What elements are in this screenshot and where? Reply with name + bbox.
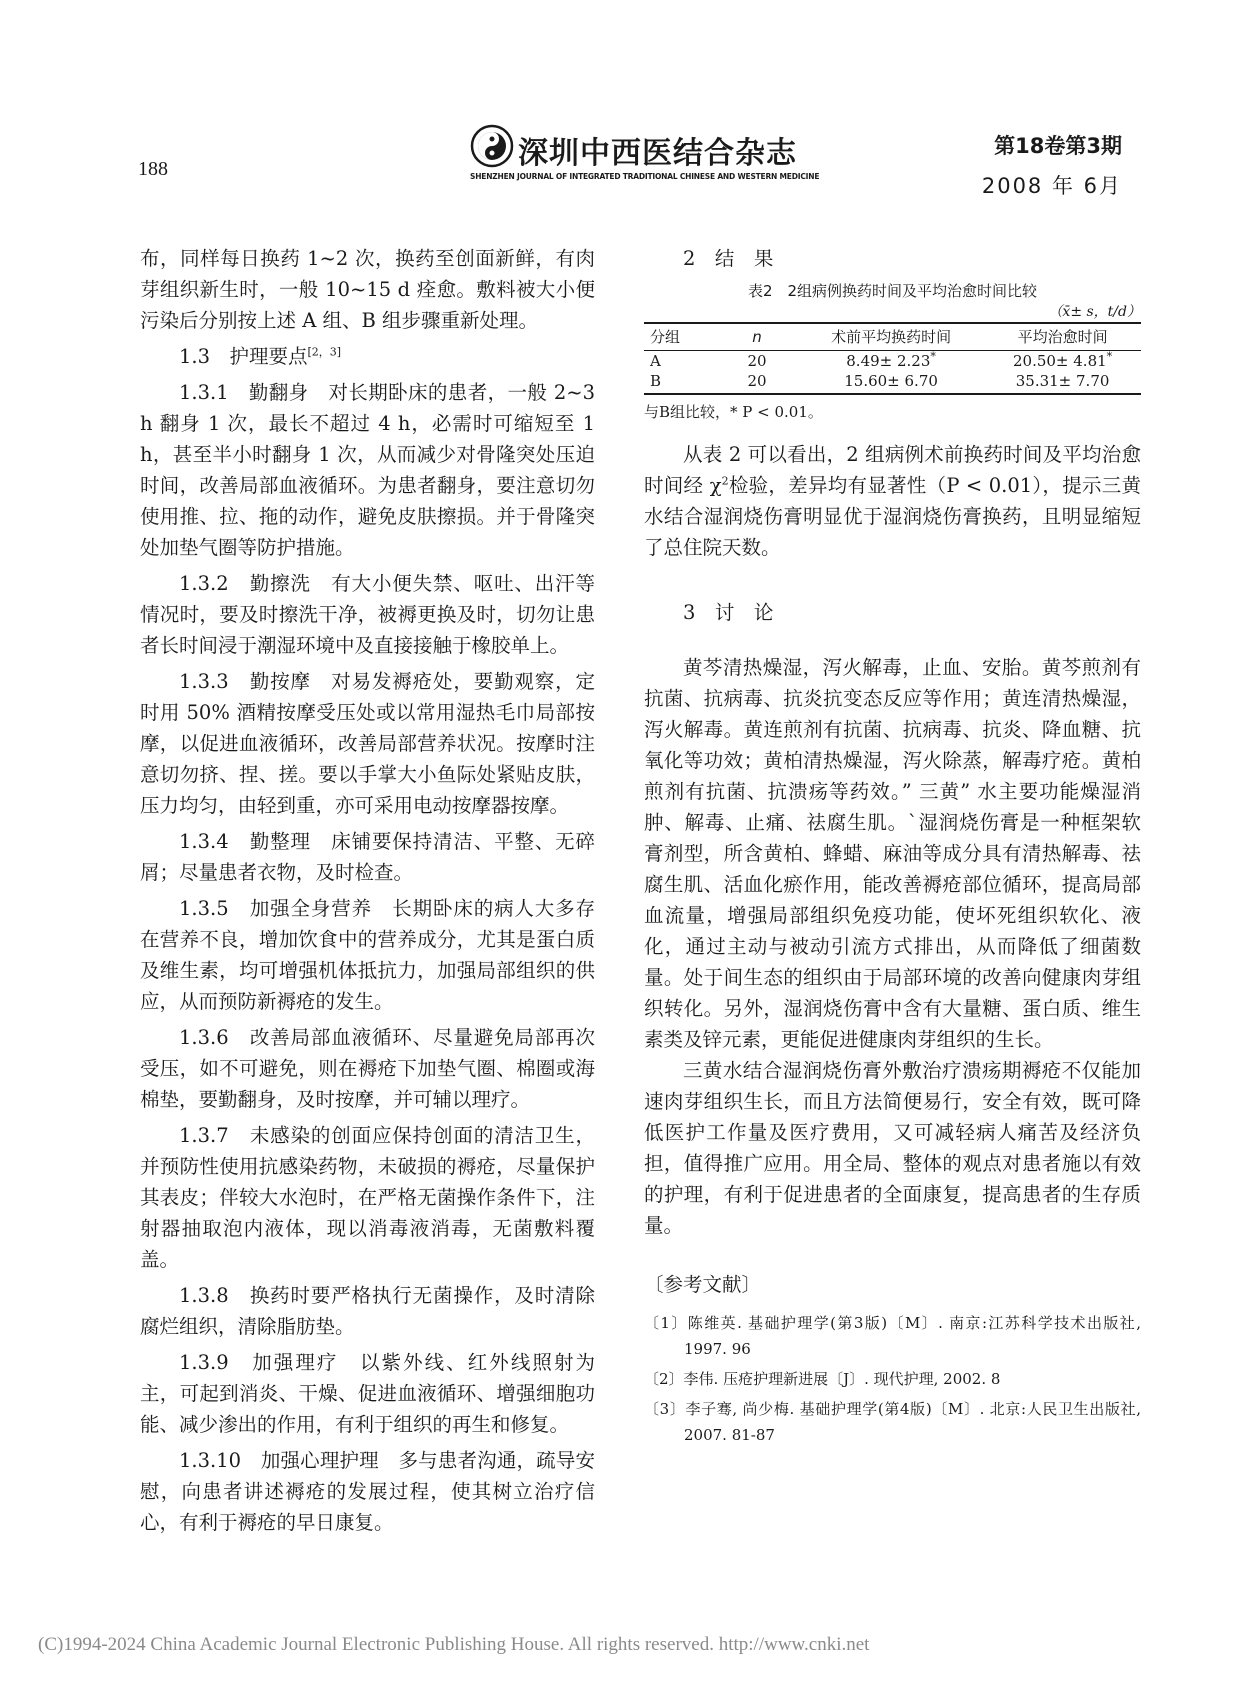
table-note: 与B组比较，* P < 0.01。 [644,403,823,421]
paragraph-1-3-9: 1.3.9 加强理疗 以紫外线、红外线照射为主，可起到消炎、干燥、促进血液循环、增强细胞功能、减少渗出的作用，有利于组织的再生和修复。 [140,1351,595,1436]
paragraph-1-3-6: 1.3.6 改善局部血液循环、尽量避免局部再次受压，如不可避免，则在褥疮下加垫气圈、棉圈或海棉垫，要勤翻身，及时按摩，并可辅以理疗。 [140,1026,595,1111]
table-header-pre-dressing: 术前平均换药时间 [798,323,984,351]
table-value-pre: 15.60± 6.70 [844,372,938,390]
paragraph-results [644,439,1141,563]
significance-mark: * [930,350,936,363]
paragraph-discussion-1: 黄芩清热燥湿，泻火解毒，止血、安胎。黄芩煎剂有抗菌、抗病毒、抗炎抗变态反应等作用；黄连清热燥湿，泻火解毒。黄连煎剂有抗菌、抗病毒、抗炎、降血糖、抗氧化等功效；黄柏清热燥湿，泻火除蒸，解毒疗疮。黄柏煎剂有抗菌、抗溃疡等药效。” 三黄” 水主要功能燥湿消肿、解毒、止痛、祛腐生肌。`湿润烧伤膏是一种框架软膏剂型，所含黄柏、蜂蜡、麻油等成分具有清热解毒、祛腐生肌、活血化瘀作用，能改善褥疮部位循环，提高局部血流量，增强局部组织免疫功能，使坏死组织软化、液化，通过主动与被动引流方式排出，从而降低了细菌数量。处于间生态的组织由于局部环境的改善向健康肉芽组织转化。另外，湿润烧伤膏中含有大量糖、蛋白质、维生素类及锌元素，更能促进健康肉芽组织的生长。 [644,656,1141,1051]
paragraph-1-3-7: 1.3.7 未感染的创面应保持创面的清洁卫生，并预防性使用抗感染药物，未破损的褥疮，尽量保护其表皮；伴较大水泡时，在严格无菌操作条件下，注射器抽取泡内液体，现以消毒液消毒，无菌敷料覆盖。 [140,1124,595,1271]
paragraph-intro: 布，同样每日换药 1~2 次，换药至创面新鲜，有肉芽组织新生时，一般 10~15 d 痊愈。敷料被大小便污染后分别按上述 A 组、B 组步骤重新处理。 [140,247,595,332]
paragraph-1-3-8: 1.3.8 换药时要严格执行无菌操作，及时清除腐烂组织，清除脂肪垫。 [140,1284,595,1338]
table-cell-n: 20 [747,352,767,370]
results-text-a: 从表 2 可以看出，2 组病例术前换药时间及平均治愈时间经 χ [644,443,1141,497]
chi-square-superscript: 2 [721,474,729,488]
table-header-row [644,323,1141,351]
table-row [644,371,1141,394]
table-value-heal: 20.50± 4.81 [1012,352,1107,370]
heading-results: 2 结 果 [683,247,774,270]
volume-issue: 第18卷第3期 [994,134,1122,158]
table-cell-group: A [650,352,661,370]
results-text-b: 检验，差异均有显著性（P < 0.01），提示三黄水结合湿润烧伤膏明显优于湿润烧伤膏换药，且明显缩短了总住院天数。 [644,474,1141,559]
issue-date: 2008 年 6月 [981,174,1122,198]
heading-1-3 [179,341,595,372]
table-header-group: 分组 [644,323,716,351]
page-number: 188 [138,158,168,180]
table-value-heal: 35.31± 7.70 [1015,372,1110,390]
reference-item: 〔1〕陈维英. 基础护理学(第3版)〔M〕. 南京:江苏科学技术出版社, 1997. 96 [644,1314,1141,1358]
paragraph-1-3-2: 1.3.2 勤擦洗 有大小便失禁、呕吐、出汗等情况时，要及时擦洗干净，被褥更换及时，切勿让患者长时间浸于潮湿环境中及直接接触于橡胶单上。 [140,572,595,657]
reference-item: 〔2〕李伟. 压疮护理新进展〔J〕. 现代护理, 2002. 8 [644,1370,1001,1388]
table-header-healing: 平均治愈时间 [984,323,1141,351]
right-column [644,243,1141,1452]
table-row [644,351,1141,372]
journal-logo-icon [470,124,514,168]
heading-discussion: 3 讨 论 [683,601,774,624]
issue-info [982,130,1122,200]
table-cell-pre [798,371,984,394]
journal-title-cn: 深圳中西医结合杂志 [518,136,797,171]
table-cell-n: 20 [716,371,798,394]
journal-title-en: SHENZHEN JOURNAL OF INTEGRATED TRADITIONAL CHINESE AND WESTERN MEDICINE [470,172,820,181]
table-unit: （x̄± s，t/d） [1048,304,1141,320]
paragraph-1-3-4: 1.3.4 勤整理 床铺要保持清洁、平整、无碎屑；尽量患者衣物，及时检查。 [140,830,595,884]
results-table [644,322,1141,395]
table-cell-heal [984,371,1141,394]
heading-1-3-citation: [2，3] [307,345,342,359]
paragraph-1-3-10: 1.3.10 加强心理护理 多与患者沟通，疏导安慰，向患者讲述褥疮的发展过程，使其树立治疗信心，有利于褥疮的早日康复。 [140,1449,595,1534]
heading-1-3-text: 1.3 护理要点 [179,345,308,368]
significance-mark: * [1106,350,1113,363]
table-caption: 表2 2组病例换药时间及平均治愈时间比较 [747,282,1038,300]
reference-item: 〔3〕李子骞, 尚少梅. 基础护理学(第4版)〔M〕. 北京:人民卫生出版社, 2007. 81-87 [644,1400,1141,1444]
paragraph-1-3-5: 1.3.5 加强全身营养 长期卧床的病人大多存在营养不良，增加饮食中的营养成分，尤其是蛋白质及维生素，均可增强机体抵抗力，加强局部组织的供应，从而预防新褥疮的发生。 [140,897,595,1013]
left-column [140,243,595,1538]
paragraph-1-3-1: 1.3.1 勤翻身 对长期卧床的患者，一般 2~3 h 翻身 1 次，最长不超过 4 h，必需时可缩短至 1 h，甚至半小时翻身 1 次，从而减少对骨隆突处压迫时间，改善局部血液循环。为患者翻身，要注意切勿使用推、拉、拖的动作，避免皮肤擦损。并于骨隆突处加垫气圈等防护措施。 [140,381,595,559]
paragraph-1-3-3: 1.3.3 勤按摩 对易发褥疮处，要勤观察，定时用 50% 酒精按摩受压处或以常用湿热毛巾局部按摩，以促进血液循环，改善局部营养状况。按摩时注意切勿挤、捏、搓。要以手掌大小鱼际处紧贴皮肤，压力均匀，由轻到重，亦可采用电动按摩器按摩。 [140,670,595,817]
table-cell-heal [984,351,1141,372]
paragraph-discussion-2: 三黄水结合湿润烧伤膏外敷治疗溃疡期褥疮不仅能加速肉芽组织生长，而且方法简便易行，安全有效，既可降低医护工作量及医疗费用，又可减轻病人痛苦及经济负担，值得推广应用。用全局、整体的观点对患者施以有效的护理，有利于促进患者的全面康复，提高患者的生存质量。 [644,1059,1141,1237]
table-header-n: n [716,323,798,351]
table-cell-group: B [644,371,716,394]
references-heading: 〔参考文献〕 [644,1273,762,1296]
table-cell-pre [798,351,984,372]
table-value-pre: 8.49± 2.23 [846,352,931,370]
copyright-footer: (C)1994-2024 China Academic Journal Electronic Publishing House. All rights reserved. http://www.cnki.net [38,1634,870,1655]
